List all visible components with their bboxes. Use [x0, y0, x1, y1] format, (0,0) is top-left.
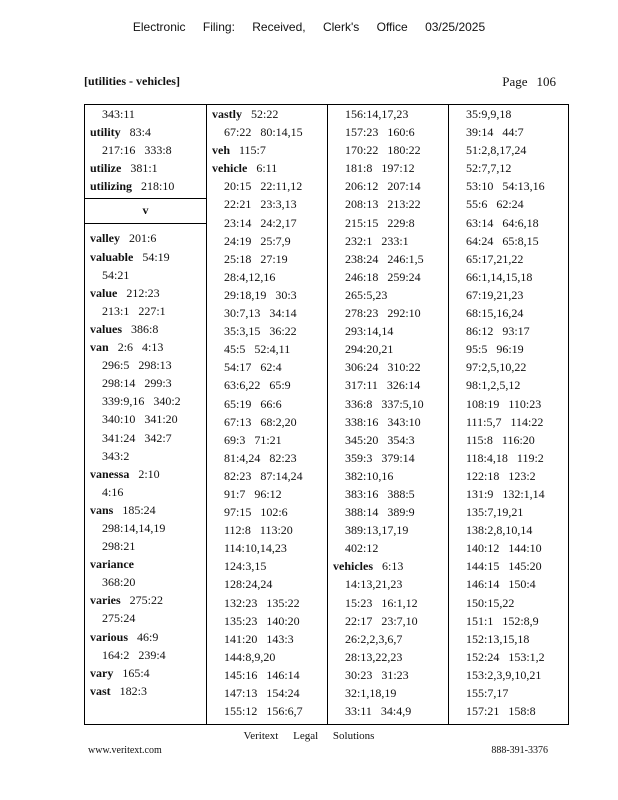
index-refs-line: 69:3 71:21 — [224, 432, 282, 447]
index-column-2 — [207, 105, 328, 724]
index-term: utilize — [90, 161, 122, 176]
index-term: varies — [90, 593, 121, 608]
index-refs-line: 147:13 154:24 — [224, 686, 300, 700]
index-refs-line: 63:14 64:6,18 — [466, 215, 539, 230]
index-term: vehicles — [333, 559, 373, 574]
index-refs-line: 91:7 96:12 — [224, 486, 282, 501]
index-refs-line: 54:17 62:4 — [224, 360, 282, 375]
index-refs-line: 86:12 93:17 — [466, 324, 530, 339]
index-refs-line: 28:13,22,23 — [345, 649, 403, 664]
page-indicator — [502, 74, 556, 90]
word-index-table — [84, 104, 569, 725]
index-refs-line: 135:7,19,21 — [466, 505, 524, 520]
index-term: vastly — [212, 107, 242, 121]
index-refs-line: 140:12 144:10 — [466, 541, 542, 556]
filing-date: 03/25/2025 — [425, 20, 486, 34]
index-refs: 386:8 — [131, 321, 159, 336]
index-refs-line: 298:21 — [102, 539, 136, 554]
index-refs-line: 215:15 229:8 — [345, 215, 415, 230]
index-refs-line: 170:22 180:22 — [345, 143, 421, 158]
index-refs-line: 343:2 — [102, 448, 130, 463]
index-column-3 — [328, 105, 449, 724]
filing-header-part: Electronic — [132, 20, 186, 34]
index-term: vanessa — [90, 466, 130, 481]
index-refs-line: 132:23 135:22 — [224, 595, 300, 610]
index-refs-line: 45:5 52:4,11 — [224, 342, 291, 357]
index-refs-line: 22:17 23:7,10 — [345, 613, 418, 628]
index-entry — [85, 159, 206, 177]
index-refs: 54:19 — [142, 249, 170, 264]
index-entry — [207, 141, 327, 159]
index-refs-line: 359:3 379:14 — [345, 450, 415, 465]
index-refs-line: 67:19,21,23 — [466, 287, 524, 302]
index-refs-line: 28:4,12,16 — [224, 269, 276, 284]
index-refs-line: 131:9 132:1,14 — [466, 486, 545, 501]
index-refs-line: 345:20 354:3 — [345, 432, 415, 447]
index-entry — [207, 105, 327, 123]
filing-header-part: Filing: — [202, 20, 235, 34]
index-refs-line: 232:1 233:1 — [345, 233, 409, 248]
index-refs-line: 64:24 65:8,15 — [466, 233, 539, 248]
index-refs-line: 157:23 160:6 — [345, 125, 415, 140]
index-term: utilizing — [90, 179, 133, 194]
index-refs-line: 97:15 102:6 — [224, 505, 288, 520]
index-refs-line: 246:18 259:24 — [345, 269, 421, 284]
index-refs-line: 55:6 62:24 — [466, 197, 524, 212]
index-refs-line: 146:14 150:4 — [466, 577, 536, 592]
index-refs-line: 152:13,15,18 — [466, 631, 530, 646]
index-refs-line: 213:1 227:1 — [102, 303, 166, 318]
index-refs-line: 111:5,7 114:22 — [466, 414, 544, 429]
index-entry — [85, 628, 206, 646]
index-refs-line: 32:1,18,19 — [345, 686, 397, 700]
index-term: vary — [90, 665, 114, 680]
index-refs-line: 238:24 246:1,5 — [345, 251, 424, 266]
index-refs-line: 339:9,16 340:2 — [102, 394, 181, 409]
index-entry — [85, 123, 206, 141]
index-refs-line: 30:23 31:23 — [345, 667, 409, 682]
footer-company-part: Legal — [293, 730, 319, 742]
index-refs-line: 20:15 22:11,12 — [224, 179, 303, 194]
index-refs-line: 144:15 145:20 — [466, 559, 542, 574]
index-refs-line: 128:24,24 — [224, 577, 273, 592]
index-refs: 115:7 — [239, 143, 266, 158]
index-refs-line: 30:7,13 34:14 — [224, 306, 297, 321]
index-refs-line: 52:7,7,12 — [466, 161, 512, 176]
index-refs-line: 26:2,2,3,6,7 — [345, 631, 403, 646]
index-refs: 182:3 — [119, 683, 148, 698]
index-refs-line: 54:21 — [102, 267, 130, 282]
index-refs-line: 24:19 25:7,9 — [224, 233, 291, 248]
index-refs-line: 389:13,17,19 — [345, 523, 409, 538]
index-entry — [85, 177, 206, 195]
index-refs-line: 124:3,15 — [224, 559, 267, 574]
index-refs-line: 98:1,2,5,12 — [466, 378, 521, 393]
index-refs-line: 336:8 337:5,10 — [345, 396, 424, 411]
index-refs-line: 383:16 388:5 — [345, 486, 415, 501]
index-entry — [207, 159, 327, 177]
index-term: vans — [90, 502, 114, 517]
index-refs-line: 151:1 152:8,9 — [466, 613, 539, 628]
index-refs-line: 156:14,17,23 — [345, 107, 409, 121]
index-refs: 165:4 — [122, 665, 150, 680]
page-number: 106 — [536, 74, 556, 89]
index-term: valuable — [90, 249, 134, 264]
index-refs-line: 63:6,22 65:9 — [224, 378, 291, 393]
index-refs-line: 306:24 310:22 — [345, 360, 421, 375]
index-refs-line: 97:2,5,10,22 — [466, 360, 527, 375]
footer-website: www.veritext.com — [88, 745, 162, 756]
filing-header-part: Clerk's — [322, 20, 360, 34]
index-refs-line: 388:14 389:9 — [345, 505, 415, 520]
index-refs-line: 81:4,24 82:23 — [224, 450, 297, 465]
index-refs-line: 341:24 342:7 — [102, 430, 172, 445]
index-term: various — [90, 629, 129, 644]
index-refs-line: 152:24 153:1,2 — [466, 649, 545, 664]
index-column-4 — [449, 105, 570, 724]
index-refs-line: 25:18 27:19 — [224, 251, 288, 266]
index-refs-line: 338:16 343:10 — [345, 414, 421, 429]
index-entry — [85, 664, 206, 682]
index-refs-line: 122:18 123:2 — [466, 468, 536, 483]
index-term: vast — [90, 683, 111, 698]
index-refs-line: 298:14 299:3 — [102, 376, 172, 391]
index-refs-line: 108:19 110:23 — [466, 396, 542, 411]
index-refs: 52:22 — [251, 107, 279, 121]
index-entry — [85, 320, 206, 338]
index-refs-line: 402:12 — [345, 541, 379, 556]
index-refs-line: 67:22 80:14,15 — [224, 125, 303, 140]
index-term: van — [90, 340, 109, 355]
index-term: utility — [90, 125, 121, 140]
index-refs: 275:22 — [129, 593, 163, 608]
index-refs-line: 144:8,9,20 — [224, 649, 276, 664]
filing-header — [0, 20, 618, 34]
index-refs-line: 145:16 146:14 — [224, 667, 300, 682]
index-refs-line: 68:15,16,24 — [466, 306, 524, 321]
index-refs-line: 118:4,18 119:2 — [466, 450, 544, 465]
index-refs-line: 382:10,16 — [345, 468, 394, 483]
index-refs-line: 23:14 24:2,17 — [224, 215, 297, 230]
filing-header-part: Office — [376, 20, 408, 34]
index-refs-line: 35:9,9,18 — [466, 107, 512, 121]
index-term: values — [90, 321, 123, 336]
index-entry — [85, 229, 206, 247]
index-refs: 46:9 — [137, 629, 159, 644]
index-refs-line: 51:2,8,17,24 — [466, 143, 527, 158]
index-refs-line: 155:12 156:6,7 — [224, 704, 303, 719]
index-refs: 6:11 — [256, 161, 278, 176]
index-column-1 — [85, 105, 207, 724]
index-refs-line: 15:23 16:1,12 — [345, 595, 418, 610]
index-refs-line: 208:13 213:22 — [345, 197, 421, 212]
index-refs: 2:10 — [138, 466, 160, 481]
footer-phone: 888-391-3376 — [491, 745, 548, 756]
section-letter: v — [85, 198, 206, 224]
index-refs-line: 114:10,14,23 — [224, 541, 287, 556]
index-entry — [85, 591, 206, 609]
index-refs-line: 150:15,22 — [466, 595, 515, 610]
index-refs-line: 112:8 113:20 — [224, 523, 293, 538]
index-term: veh — [212, 143, 230, 158]
index-refs-line: 294:20,21 — [345, 342, 394, 357]
index-refs-line: 368:20 — [102, 575, 136, 590]
index-entry — [85, 284, 206, 302]
index-refs: 201:6 — [129, 231, 157, 246]
index-refs-line: 293:14,14 — [345, 324, 394, 339]
index-refs-line: 217:16 333:8 — [102, 143, 172, 158]
index-refs-line: 14:13,21,23 — [345, 577, 403, 592]
index-refs-line: 33:11 34:4,9 — [345, 704, 412, 719]
index-refs: 2:6 4:13 — [117, 340, 164, 355]
index-refs-line: 141:20 143:3 — [224, 631, 294, 646]
index-refs-line: 95:5 96:19 — [466, 342, 524, 357]
filing-header-part: Received, — [252, 20, 306, 34]
index-refs-line: 22:21 23:3,13 — [224, 197, 297, 212]
index-entry — [85, 338, 206, 356]
index-refs-line: 65:19 66:6 — [224, 396, 282, 411]
index-refs-line: 138:2,8,10,14 — [466, 523, 533, 538]
index-refs: 218:10 — [141, 179, 175, 194]
index-refs-line: 275:24 — [102, 611, 136, 626]
index-range: [utilities - vehicles] — [84, 74, 180, 88]
index-refs-line: 115:8 116:20 — [466, 432, 535, 447]
index-refs-line: 66:1,14,15,18 — [466, 269, 533, 284]
index-refs-line: 153:2,3,9,10,21 — [466, 667, 542, 682]
index-entry — [85, 682, 206, 700]
index-refs: 185:24 — [122, 502, 156, 517]
page-label: Page — [502, 74, 528, 89]
index-refs-line: 155:7,17 — [466, 686, 509, 700]
index-entry — [85, 248, 206, 266]
index-refs-line: 278:23 292:10 — [345, 306, 421, 321]
index-refs: 6:13 — [382, 559, 404, 574]
index-entry — [85, 465, 206, 483]
index-entry — [85, 555, 206, 573]
index-refs-line: 135:23 140:20 — [224, 613, 300, 628]
index-refs-line: 35:3,15 36:22 — [224, 324, 297, 339]
index-refs-line: 157:21 158:8 — [466, 704, 536, 719]
index-refs-line: 53:10 54:13,16 — [466, 179, 545, 194]
index-refs: 381:1 — [130, 161, 158, 176]
footer-company-part: Solutions — [332, 730, 375, 742]
index-refs-line: 317:11 326:14 — [345, 378, 421, 393]
index-term: valley — [90, 231, 120, 246]
index-entry — [85, 501, 206, 519]
index-refs-line: 298:14,14,19 — [102, 520, 166, 535]
index-term: vehicle — [212, 161, 248, 176]
index-refs-line: 4:16 — [102, 484, 124, 499]
footer-company — [0, 730, 618, 742]
index-refs-line: 65:17,21,22 — [466, 251, 524, 266]
index-refs-line: 67:13 68:2,20 — [224, 414, 297, 429]
index-term: value — [90, 285, 118, 300]
index-refs-line: 39:14 44:7 — [466, 125, 524, 140]
footer-company-part: Veritext — [243, 730, 279, 742]
index-term: variance — [90, 557, 134, 572]
index-refs-line: 29:18,19 30:3 — [224, 287, 297, 302]
index-refs: 83:4 — [129, 125, 152, 140]
index-refs-line: 206:12 207:14 — [345, 179, 421, 194]
index-refs-line: 82:23 87:14,24 — [224, 468, 303, 483]
index-refs-line: 340:10 341:20 — [102, 412, 178, 427]
index-refs-line: 164:2 239:4 — [102, 647, 166, 662]
index-refs-line: 296:5 298:13 — [102, 358, 172, 373]
index-refs-line: 343:11 — [102, 107, 135, 121]
index-refs-line: 181:8 197:12 — [345, 161, 415, 176]
index-refs-line: 265:5,23 — [345, 287, 388, 302]
index-entry — [328, 557, 448, 575]
index-refs: 212:23 — [126, 285, 160, 300]
